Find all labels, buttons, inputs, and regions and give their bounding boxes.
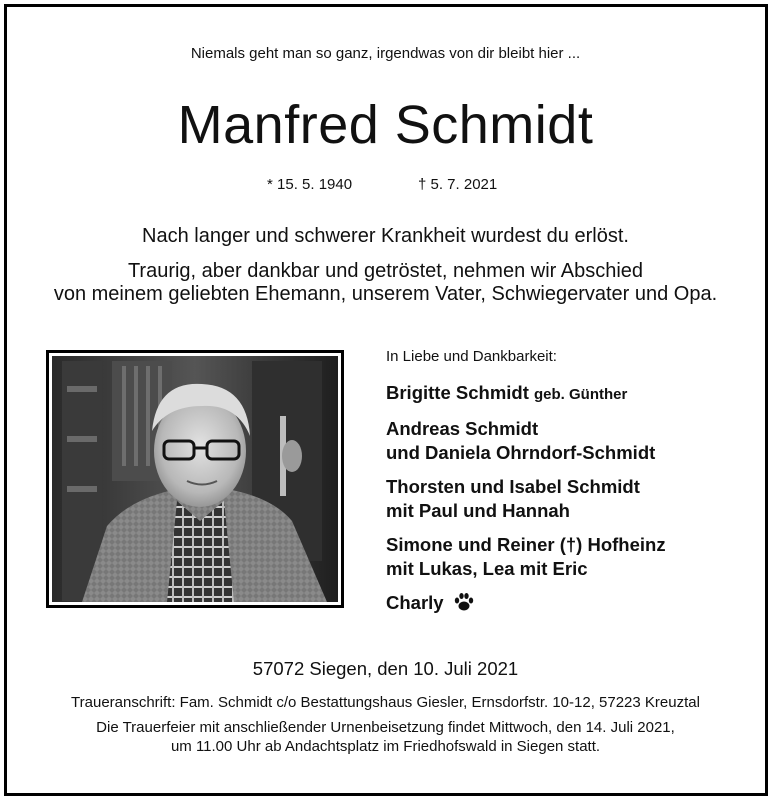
ceremony-line-1: Die Trauerfeier mit anschließender Urnenbeisetzung findet Mittwoch, den 14. Juli 2021, [96, 719, 675, 736]
family-member-1 [386, 381, 666, 407]
deceased-name: Manfred Schmidt [177, 95, 594, 155]
ceremony-info [0, 718, 771, 756]
member-maiden-name: geb. Günther [534, 386, 628, 403]
portrait-image [52, 356, 338, 602]
farewell-line-2: von meinem geliebten Ehemann, unserem Vater, Schwiegervater und Opa. [53, 283, 718, 305]
paw-print-icon [453, 591, 475, 619]
mourning-address: Traueranschrift: Fam. Schmidt c/o Bestattungshaus Giesler, Ernsdorfstr. 10-12, 57223 Kreuztal [71, 694, 700, 711]
family-list [386, 348, 666, 629]
farewell-message [0, 260, 771, 306]
member-name: Charly [386, 592, 444, 613]
family-member-3 [386, 475, 666, 523]
release-message: Nach langer und schwerer Krankheit wurdest du erlöst. [142, 225, 629, 247]
birth-date: * 15. 5. 1940 [267, 176, 353, 193]
portrait-photo [46, 350, 344, 608]
family-member-2 [386, 417, 666, 465]
member-line-1: Thorsten und Isabel Schmidt [386, 476, 640, 497]
family-member-5 [386, 591, 666, 619]
member-name: Brigitte Schmidt [386, 382, 529, 403]
ceremony-line-2: um 11.00 Uhr ab Andachtsplatz im Friedhofswald in Siegen statt. [170, 738, 601, 755]
death-date: † 5. 7. 2021 [418, 176, 498, 193]
member-line-2: und Daniela Ohrndorf-Schmidt [386, 442, 656, 463]
member-line-2: mit Lukas, Lea mit Eric [386, 558, 588, 579]
family-intro: In Liebe und Dankbarkeit: [386, 348, 557, 365]
family-member-4 [386, 533, 666, 581]
place-date: 57072 Siegen, den 10. Juli 2021 [252, 658, 519, 679]
member-line-1: Andreas Schmidt [386, 418, 539, 439]
member-line-1: Simone und Reiner (†) Hofheinz [386, 534, 666, 555]
motto: Niemals geht man so ganz, irgendwas von dir bleibt hier ... [190, 45, 581, 62]
member-line-2: mit Paul und Hannah [386, 500, 570, 521]
farewell-line-1: Traurig, aber dankbar und getröstet, nehmen wir Abschied [127, 260, 644, 282]
